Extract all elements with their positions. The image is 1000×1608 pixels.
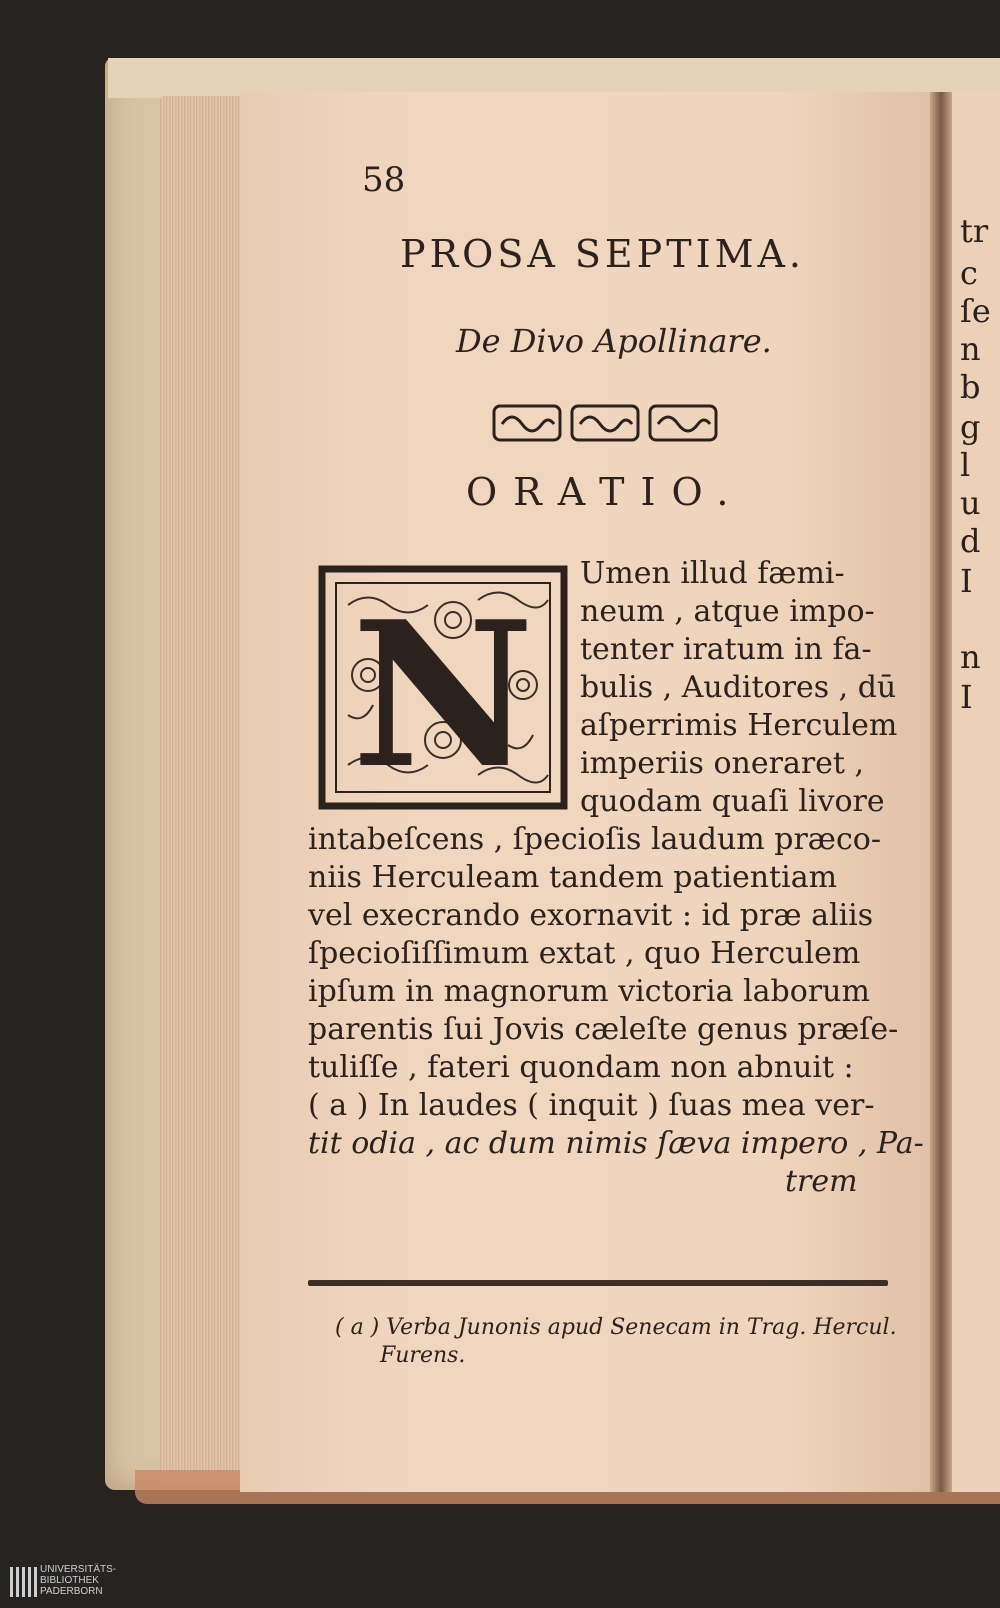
right-page-fragment: l xyxy=(960,446,971,484)
oratio-heading: ORATIO. xyxy=(466,470,745,514)
ornament-icon xyxy=(490,400,720,448)
initial-letter: N xyxy=(351,578,535,810)
text-line: vel execrando exornavit : id præ aliis xyxy=(308,898,874,933)
text-line: parentis ſui Jovis cæleſte genus præſe- xyxy=(308,1012,899,1047)
page-title: PROSA SEPTIMA. xyxy=(400,232,806,276)
catchword: trem xyxy=(785,1164,858,1199)
text-line: intabeſcens , ſpecioſis laudum præco- xyxy=(308,822,882,857)
right-page-fragment: n xyxy=(960,638,981,676)
right-page-fragment: u xyxy=(960,484,981,522)
text-line: imperiis oneraret , xyxy=(580,746,865,781)
right-page-fragment: c xyxy=(960,254,978,292)
footnote-line: ( a ) Verba Junonis apud Senecam in Trag. Hercul. xyxy=(335,1315,897,1340)
text-line: tenter iratum in fa- xyxy=(580,632,872,667)
right-page-fragment: I xyxy=(960,678,973,716)
right-page-fragment: ſe xyxy=(960,292,991,330)
footnote-rule xyxy=(308,1280,888,1286)
footer-bar xyxy=(0,1560,1000,1608)
text-line: bulis , Auditores , dū xyxy=(580,670,897,705)
logo-line: BIBLIOTHEK xyxy=(40,1575,99,1586)
page-number: 58 xyxy=(362,160,406,200)
right-page-fragment: g xyxy=(960,408,981,446)
text-line: niis Herculeam tandem patientiam xyxy=(308,860,838,895)
logo-line: UNIVERSITÄTS- xyxy=(40,1564,117,1575)
decorated-initial-icon xyxy=(318,565,568,810)
text-line: tit odia , ac dum nimis ſæva impero , Pa- xyxy=(308,1126,924,1161)
text-line: Umen illud fæmi- xyxy=(580,556,845,591)
logo-line: PADERBORN xyxy=(40,1586,103,1597)
text-line: tuliſſe , fateri quondam non abnuit : xyxy=(308,1050,854,1085)
right-page-fragment: b xyxy=(960,368,981,406)
right-page-fragment: n xyxy=(960,330,981,368)
footnote-line: Furens. xyxy=(380,1343,466,1368)
book-gutter xyxy=(930,92,952,1492)
text-line: ( a ) In laudes ( inquit ) ſuas mea ver- xyxy=(308,1088,875,1123)
right-page xyxy=(952,92,1000,1492)
text-line: ipſum in magnorum victoria laborum xyxy=(308,974,870,1009)
text-line: ſpecioſiſſimum extat , quo Herculem xyxy=(308,936,861,971)
text-line: quodam quaſi livore xyxy=(580,784,885,819)
text-line: aſperrimis Herculem xyxy=(580,708,898,743)
right-page-fragment: I xyxy=(960,562,973,600)
right-page-fragment: d xyxy=(960,522,981,560)
page-edges xyxy=(160,96,250,1486)
text-line: neum , atque impo- xyxy=(580,594,875,629)
right-page-fragment: tr xyxy=(960,212,989,250)
page-subtitle: De Divo Apollinare. xyxy=(456,322,772,360)
library-logo-text xyxy=(40,1564,116,1597)
